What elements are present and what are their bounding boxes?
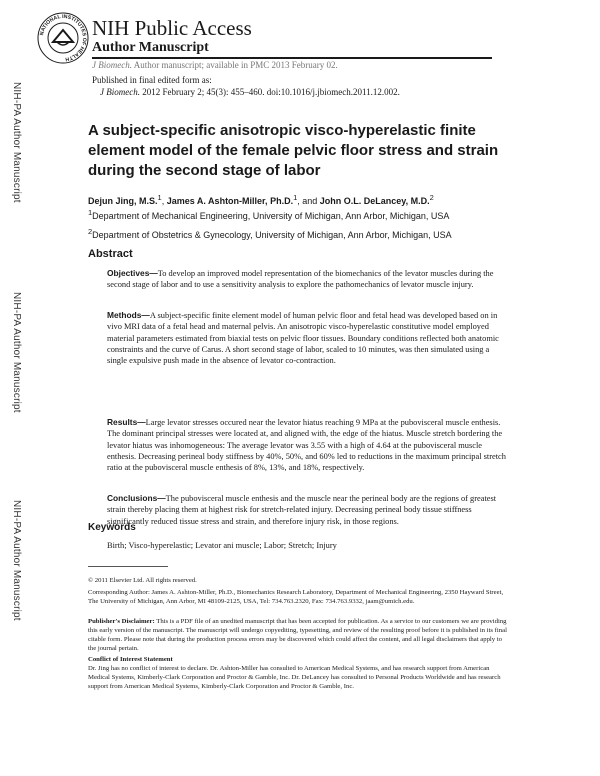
author-affil-sup: 2 <box>429 193 434 202</box>
results-label: Results— <box>107 417 146 427</box>
author-name: James A. Ashton-Miller, Ph.D. <box>166 196 294 206</box>
conclusions-label: Conclusions— <box>107 493 166 503</box>
objectives-label: Objectives— <box>107 268 158 278</box>
methods-text: A subject-specific finite element model of human pelvic floor and fetal head was developed based on in vivo MRI data of a fetal head and maternal pelvis. An anisotropic visco-hyperelastic constitutive model employed material parameters estimated from biaxial tests on pelvic floor tissues. Boundary conditions reflected both anatomic constraints and the curve of Carus. A short second stage of labor, scaled to 10 minutes, was then simulated using a single expulsive push made in the absence of levator co-contraction. <box>107 311 499 366</box>
affiliation-sup: 1 <box>88 208 93 217</box>
affiliation-2 <box>88 227 452 240</box>
abstract-objectives <box>107 268 507 291</box>
header-rule <box>92 57 492 59</box>
availability-text: Author manuscript; available in PMC 2013 February 02. <box>133 60 338 70</box>
abstract-methods <box>107 310 507 366</box>
side-label-2: NIH-PA Author Manuscript <box>11 292 22 413</box>
disclaimer-label: Publisher's Disclaimer: <box>88 618 155 625</box>
abstract-heading: Abstract <box>88 248 133 260</box>
availability-note <box>92 60 338 70</box>
author-name: John O.L. DeLancey, M.D. <box>319 196 430 206</box>
objectives-text: To develop an improved model representation of the biomechanics of the levator muscles during the second stage of labor and to use a sensitivity analysis to explore the pathomechanics of levator muscle injury. <box>107 269 494 290</box>
author-separator: , <box>161 196 167 206</box>
citation <box>100 87 400 97</box>
author-name: Dejun Jing, M.S. <box>88 196 158 206</box>
availability-journal: J Biomech. <box>92 60 132 70</box>
author-affil-sup: 1 <box>293 193 298 202</box>
citation-journal: J Biomech. <box>100 87 140 97</box>
keywords-heading: Keywords <box>88 522 136 533</box>
coi-heading: Conflict of Interest Statement <box>88 656 173 663</box>
affiliation-1 <box>88 208 449 221</box>
published-label: Published in final edited form as: <box>92 75 212 85</box>
copyright-note: © 2011 Elsevier Ltd. All rights reserved. <box>88 577 197 584</box>
conclusions-text: The pubovisceral muscle enthesis and the muscle near the perineal body are the regions of greatest strain thereby placing them at highest risk for stretch-related injury. Decreasing perineal body tissue stiffness significantly reduced tissue stress and strain, and therefore injury risk, in those regions. <box>107 494 497 526</box>
author-affil-sup: 1 <box>157 193 162 202</box>
methods-label: Methods— <box>107 310 150 320</box>
results-text: Large levator stresses occured near the levator hiatus reaching 9 MPa at the pubovisceral muscle enthesis. The dominant principal stresses were located at, and aligned with, the edge of the hiatus. Muscle stretch bordering the levator hiatus was inhomogeneous: The average levator was 3.55 with a high of 4.64 at the pubovisceral muscle enthesis. Decreasing perineal body stiffness by 40%, 50%, and 60% led to reductions in the maximum principal stretch ratio at the pubovisceral muscle enthesis of 8%, 13%, and 18%, respectively. <box>107 418 506 473</box>
abstract-results <box>107 417 507 473</box>
publisher-disclaimer <box>88 617 508 653</box>
svg-text:NATIONAL INSTITUTES OF HEALTH: NATIONAL INSTITUTES OF HEALTH <box>39 13 88 62</box>
coi-statement: Dr. Jing has no conflict of interest to declare. Dr. Ashton-Miller has consulted to American Medical Systems, and has research support from American Medical Systems, Kimberly-Clark Corporation and Proctor & Gamble, Inc. Dr. DeLancey has consulted to Personal Products Worldwide and has research support from American Medical Systems, Kimberly-Clark Corporation and Proctor & Gamble, Inc. <box>88 665 501 690</box>
keywords-text: Birth; Visco-hyperelastic; Levator ani muscle; Labor; Stretch; Injury <box>107 541 337 550</box>
side-label-3: NIH-PA Author Manuscript <box>11 500 22 621</box>
citation-details: 2012 February 2; 45(3): 455–460. doi:10.1016/j.jbiomech.2011.12.002. <box>142 87 400 97</box>
nih-seal-logo <box>37 12 89 64</box>
affiliation-sup: 2 <box>88 227 93 236</box>
footnote-rule <box>88 566 168 567</box>
article-title: A subject-specific anisotropic visco-hyperelastic finite element model of the female pelvic floor stress and strain during the second stage of labor <box>88 122 499 179</box>
affiliation-text: Department of Obstetrics & Gynecology, University of Michigan, Ann Arbor, Michigan, USA <box>92 230 452 240</box>
author-list <box>88 193 434 206</box>
nih-public-access-title: NIH Public Access <box>92 16 252 40</box>
side-label-1: NIH-PA Author Manuscript <box>11 82 22 203</box>
author-manuscript-label: Author Manuscript <box>92 40 209 55</box>
author-separator: , and <box>297 196 320 206</box>
correspondence-note: Corresponding Author: James A. Ashton-Miller, Ph.D., Biomechanics Research Laboratory, Department of Mechanical Engineering, 2350 Hayward Street, The University of Michigan, Ann Arbor, MI 48109-2125, USA, Tel: 734.763.2320, Fax: 734.763.9332, jaam@umich.edu. <box>88 589 504 605</box>
affiliation-text: Department of Mechanical Engineering, University of Michigan, Ann Arbor, Michigan, USA <box>92 211 450 221</box>
abstract-conclusions <box>107 493 507 527</box>
disclaimer-text: This is a PDF file of an unedited manuscript that has been accepted for publication. As a service to our customers we are providing this early version of the manuscript. The manuscript will undergo copyediting, typesetting, and review of the resulting proof before it is published in its final citable form. Please note that during the production process errors may be discovered which could affect the content, and all legal disclaimers that apply to the journal pertain. <box>88 618 507 652</box>
